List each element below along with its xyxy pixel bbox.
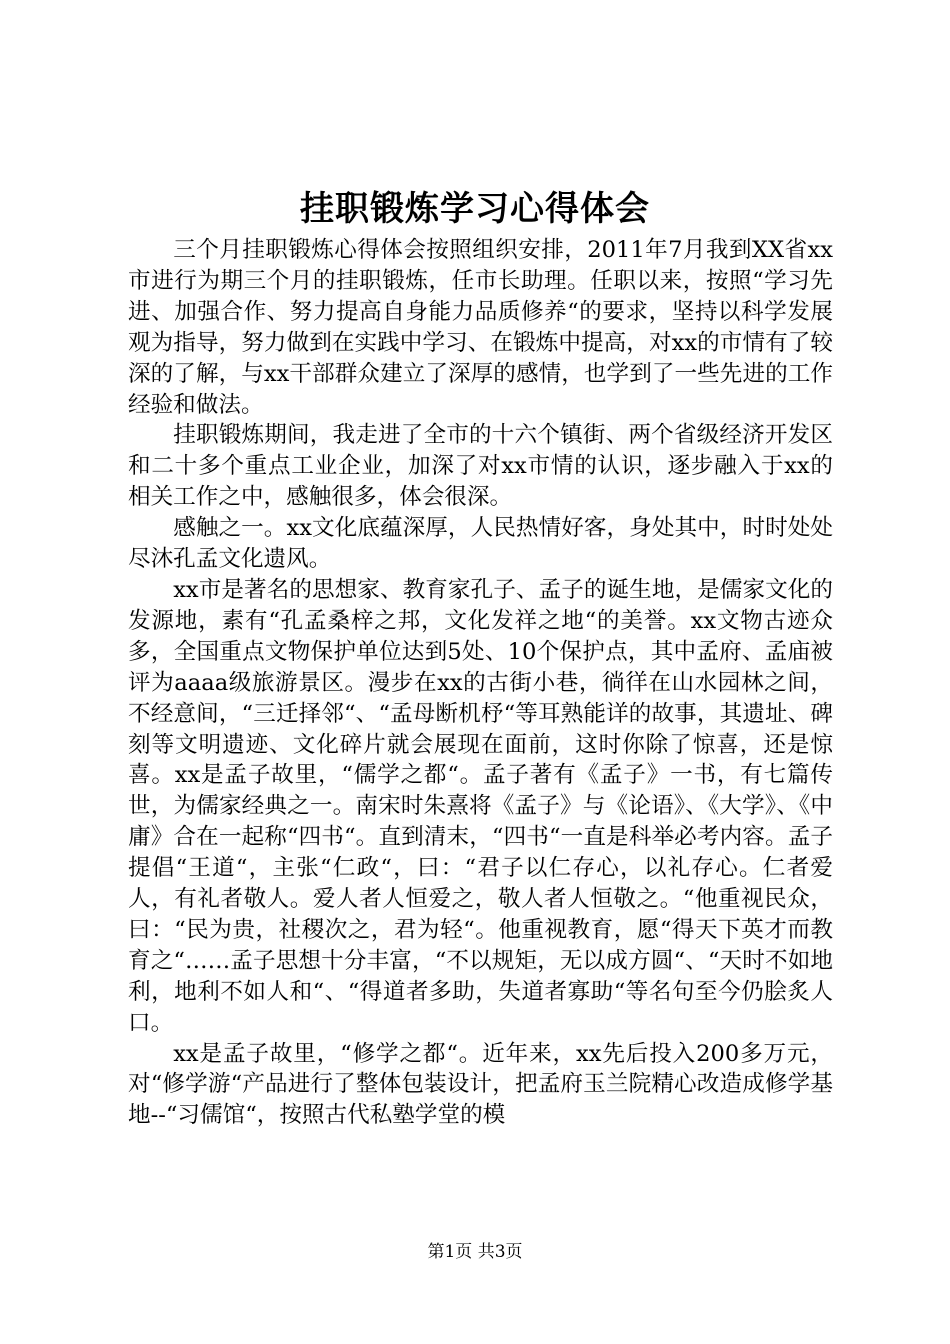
paragraph: 挂职锻炼期间，我走进了全市的十六个镇街、两个省级经济开发区和二十多个重点工业企业，加深了对xx市情的认识，逐步融入于xx的相关工作之中，感触很多，体会很深。 [128,422,833,511]
page-footer: 第1页 共3页 [427,1242,523,1262]
paragraph: xx是孟子故里，“修学之都“。近年来，xx先后投入200多万元，对“修学游“产品进行了整体包装设计，把孟府玉兰院精心改造成修学基地--“习儒馆“，按照古代私塾学堂的模 [128,1040,833,1129]
paragraph: 三个月挂职锻炼心得体会按照组织安排，2011年7月我到XX省xx市进行为期三个月的挂职锻炼，任市长助理。任职以来，按照“学习先进、加强合作、努力提高自身能力品质修养“的要求，坚持以科学发展观为指导，努力做到在实践中学习、在锻炼中提高，对xx的市情有了较深的了解，与xx干部群众建立了深厚的感情，也学到了一些先进的工作经验和做法。 [128,237,833,418]
document-title: 挂职锻炼学习心得体会 [300,189,650,229]
document-body [128,235,833,1131]
paragraph: 感触之一。xx文化底蕴深厚，人民热情好客，身处其中，时时处处尽沐孔孟文化遗风。 [128,515,833,573]
paragraph: xx市是著名的思想家、教育家孔子、孟子的诞生地，是儒家文化的发源地，素有“孔孟桑梓之邦，文化发祥之地“的美誉。xx文物古迹众多，全国重点文物保护单位达到5处、10个保护点，其中孟府、孟庙被评为aaaa级旅游景区。漫步在xx的古街小巷，徜徉在山水园林之间，不经意间，“三迁择邻“、“孟母断机杼“等耳熟能详的故事，其遗址、碑刻等文明遗迹、文化碎片就会展现在面前，这时你除了惊喜，还是惊喜。xx是孟子故里，“儒学之都“。孟子著有《孟子》一书，有七篇传世，为儒家经典之一。南宋时朱熹将《孟子》与《论语》、《大学》、《中庸》合在一起称“四书“。直到清末，“四书“一直是科举必考内容。孟子提倡“王道“，主张“仁政“，曰：“君子以仁存心，以礼存心。仁者爱人，有礼者敬人。爱人者人恒爱之，敬人者人恒敬之。“他重视民众，曰：“民为贵，社稷次之，君为轻“。他重视教育，愿“得天下英才而教育之“……孟子思想十分丰富，“不以规矩，无以成方圆“、“天时不如地利，地利不如人和“、“得道者多助，失道者寡助“等名句至今仍脍炙人口。 [128,576,833,1036]
